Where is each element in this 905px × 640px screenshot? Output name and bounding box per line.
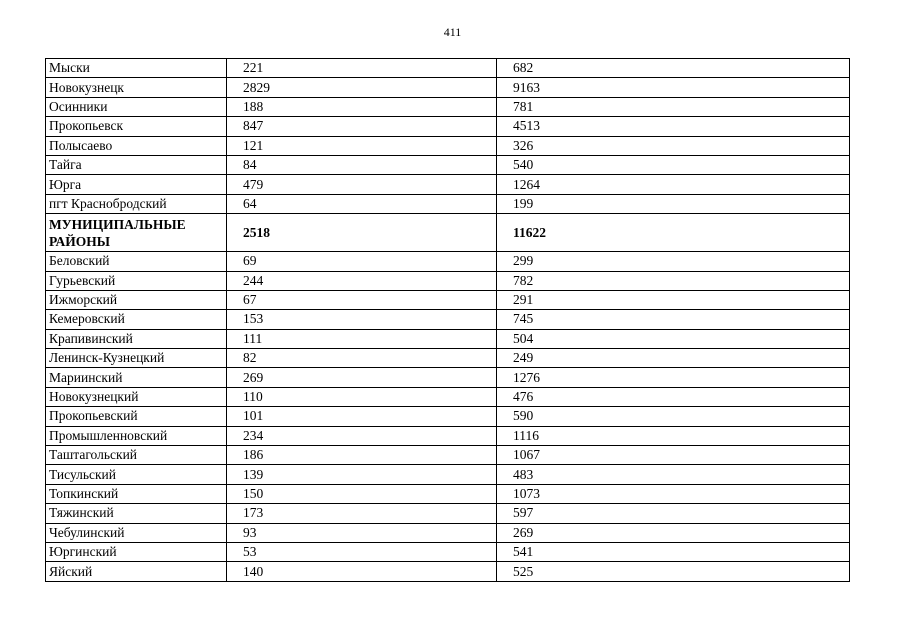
row-value-cell-2: 121 xyxy=(227,136,497,155)
row-value-cell-2: 269 xyxy=(227,368,497,387)
row-name-cell: Полысаево xyxy=(46,136,227,155)
table-row xyxy=(46,136,850,155)
table-row xyxy=(46,368,850,387)
row-name-cell: Новокузнецк xyxy=(46,78,227,97)
table-row xyxy=(46,194,850,213)
row-value-cell-3: 269 xyxy=(497,523,850,542)
row-value-cell-2: 244 xyxy=(227,271,497,290)
data-table xyxy=(45,58,850,582)
row-value-cell-3: 249 xyxy=(497,349,850,368)
table-row xyxy=(46,214,850,252)
row-value-cell-2: 140 xyxy=(227,562,497,581)
row-value-cell-2: 82 xyxy=(227,349,497,368)
table-body xyxy=(46,59,850,582)
row-name-cell: Мыски xyxy=(46,59,227,78)
row-name-cell: Тайга xyxy=(46,155,227,174)
row-value-cell-3: 525 xyxy=(497,562,850,581)
row-value-cell-3: 326 xyxy=(497,136,850,155)
page-number: 411 xyxy=(443,25,462,39)
table-row xyxy=(46,329,850,348)
table-row xyxy=(46,484,850,503)
row-value-cell-2: 2829 xyxy=(227,78,497,97)
row-value-cell-2: 2518 xyxy=(227,214,497,252)
table-row xyxy=(46,407,850,426)
row-name-cell: пгт Краснобродский xyxy=(46,194,227,213)
row-value-cell-2: 84 xyxy=(227,155,497,174)
row-name-cell: Гурьевский xyxy=(46,271,227,290)
row-name-cell: Юргинский xyxy=(46,542,227,561)
row-value-cell-3: 11622 xyxy=(497,214,850,252)
row-name-cell: Ленинск-Кузнецкий xyxy=(46,349,227,368)
row-name-cell: Крапивинский xyxy=(46,329,227,348)
row-value-cell-3: 1276 xyxy=(497,368,850,387)
table-row xyxy=(46,426,850,445)
row-value-cell-3: 483 xyxy=(497,465,850,484)
row-value-cell-3: 782 xyxy=(497,271,850,290)
row-value-cell-2: 101 xyxy=(227,407,497,426)
row-value-cell-2: 479 xyxy=(227,175,497,194)
row-value-cell-2: 67 xyxy=(227,290,497,309)
table-row xyxy=(46,78,850,97)
row-name-cell: Тяжинский xyxy=(46,504,227,523)
row-value-cell-3: 745 xyxy=(497,310,850,329)
row-name-cell: Топкинский xyxy=(46,484,227,503)
row-name-cell: Новокузнецкий xyxy=(46,387,227,406)
row-value-cell-2: 150 xyxy=(227,484,497,503)
row-value-cell-3: 9163 xyxy=(497,78,850,97)
row-value-cell-2: 847 xyxy=(227,117,497,136)
table-row xyxy=(46,117,850,136)
row-name-cell: Прокопьевский xyxy=(46,407,227,426)
table-row xyxy=(46,387,850,406)
row-name-cell: Мариинский xyxy=(46,368,227,387)
row-name-cell: Юрга xyxy=(46,175,227,194)
row-name-cell: Тисульский xyxy=(46,465,227,484)
row-value-cell-2: 64 xyxy=(227,194,497,213)
table-row xyxy=(46,155,850,174)
row-value-cell-3: 504 xyxy=(497,329,850,348)
table-row xyxy=(46,562,850,581)
row-name-cell: Кемеровский xyxy=(46,310,227,329)
table-row xyxy=(46,290,850,309)
row-value-cell-3: 590 xyxy=(497,407,850,426)
row-value-cell-2: 110 xyxy=(227,387,497,406)
row-value-cell-3: 299 xyxy=(497,252,850,271)
table-row xyxy=(46,97,850,116)
table-row xyxy=(46,310,850,329)
row-value-cell-3: 1264 xyxy=(497,175,850,194)
row-value-cell-2: 53 xyxy=(227,542,497,561)
table-row xyxy=(46,59,850,78)
row-value-cell-3: 597 xyxy=(497,504,850,523)
row-value-cell-3: 1116 xyxy=(497,426,850,445)
table-row xyxy=(46,542,850,561)
row-name-cell: Яйский xyxy=(46,562,227,581)
table-row xyxy=(46,504,850,523)
row-value-cell-3: 1073 xyxy=(497,484,850,503)
table-row xyxy=(46,465,850,484)
row-value-cell-2: 221 xyxy=(227,59,497,78)
row-value-cell-2: 186 xyxy=(227,446,497,465)
table-row xyxy=(46,271,850,290)
row-name-cell: Ижморский xyxy=(46,290,227,309)
table-row xyxy=(46,175,850,194)
row-value-cell-2: 188 xyxy=(227,97,497,116)
row-value-cell-3: 4513 xyxy=(497,117,850,136)
row-value-cell-2: 111 xyxy=(227,329,497,348)
row-name-cell: Осинники xyxy=(46,97,227,116)
table-row xyxy=(46,446,850,465)
row-name-cell: Промышленновский xyxy=(46,426,227,445)
row-value-cell-3: 476 xyxy=(497,387,850,406)
row-name-cell: Прокопьевск xyxy=(46,117,227,136)
row-name-cell: Таштагольский xyxy=(46,446,227,465)
row-value-cell-2: 93 xyxy=(227,523,497,542)
row-value-cell-3: 541 xyxy=(497,542,850,561)
row-name-cell: МУНИЦИПАЛЬНЫЕ РАЙОНЫ xyxy=(46,214,227,252)
row-value-cell-2: 234 xyxy=(227,426,497,445)
row-value-cell-3: 540 xyxy=(497,155,850,174)
row-value-cell-2: 139 xyxy=(227,465,497,484)
row-value-cell-3: 682 xyxy=(497,59,850,78)
row-value-cell-3: 1067 xyxy=(497,446,850,465)
row-value-cell-3: 291 xyxy=(497,290,850,309)
row-name-cell: Чебулинский xyxy=(46,523,227,542)
row-value-cell-2: 173 xyxy=(227,504,497,523)
row-value-cell-3: 781 xyxy=(497,97,850,116)
table-row xyxy=(46,252,850,271)
row-value-cell-3: 199 xyxy=(497,194,850,213)
row-name-cell: Беловский xyxy=(46,252,227,271)
table-row xyxy=(46,523,850,542)
table-row xyxy=(46,349,850,368)
row-value-cell-2: 69 xyxy=(227,252,497,271)
row-value-cell-2: 153 xyxy=(227,310,497,329)
